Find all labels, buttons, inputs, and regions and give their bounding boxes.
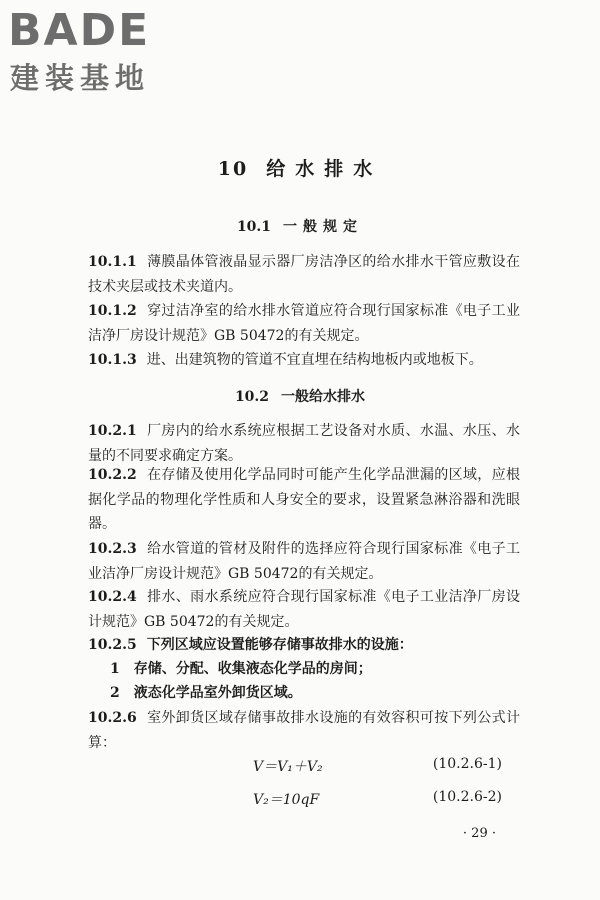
section-number: 10.1 <box>236 219 272 235</box>
clause-10-2-2 <box>88 463 520 537</box>
clause-10-2-1 <box>88 419 520 468</box>
clause-number: 10.2.4 <box>88 589 137 605</box>
clause-text: 下列区域应设置能够存储事故排水的设施： <box>146 637 413 653</box>
clause-10-2-5 <box>88 633 520 658</box>
list-item-index: 2 <box>110 685 120 701</box>
clause-number: 10.2.5 <box>88 637 137 653</box>
clause-number: 10.1.3 <box>88 352 137 368</box>
section-heading-10-1 <box>0 216 600 236</box>
clause-text: 排水、雨水系统应符合现行国家标准《电子工业洁净厂房设计规范》GB 50472的有关规定。 <box>88 589 520 630</box>
list-item-text: 存储、分配、收集液态化学品的房间； <box>133 661 372 677</box>
page-number: · 29 · <box>462 826 496 841</box>
logo-wordmark: BADE <box>8 5 151 56</box>
clause-10-2-6 <box>88 706 520 755</box>
formula-1: V＝V₁＋V₂ <box>253 759 323 775</box>
clause-10-2-4 <box>88 585 520 634</box>
logo-subtitle: 建装基地 <box>10 61 151 95</box>
clause-text: 厂房内的给水系统应根据工艺设备对水质、水温、水压、水量的不同要求确定方案。 <box>88 423 520 464</box>
chapter-title-text: 给水排水 <box>266 158 383 180</box>
clause-text: 室外卸货区域存储事故排水设施的有效容积可按下列公式计算： <box>88 710 520 751</box>
bade-logo <box>8 6 188 102</box>
formula-2-label: (10.2.6-2) <box>432 789 502 805</box>
chapter-number: 10 <box>217 158 249 180</box>
clause-10-1-1 <box>88 250 520 299</box>
clause-number: 10.2.6 <box>88 710 137 726</box>
list-item-text: 液态化学品室外卸货区域。 <box>133 685 302 701</box>
clause-10-1-3 <box>88 348 520 373</box>
clause-text: 在存储及使用化学品同时可能产生化学品泄漏的区域，应根据化学品的物理化学性质和人身安全的要求，设置紧急淋浴器和洗眼器。 <box>88 467 520 532</box>
section-title: 一般给水排水 <box>281 389 366 405</box>
list-item <box>110 681 520 706</box>
formula-2: V₂＝10qF <box>253 792 320 808</box>
list-item <box>110 657 520 682</box>
clause-number: 10.2.3 <box>88 541 137 557</box>
clause-number: 10.2.2 <box>88 467 137 483</box>
clause-number: 10.1.2 <box>88 303 137 319</box>
clause-number: 10.2.1 <box>88 423 137 439</box>
clause-10-2-3 <box>88 537 520 586</box>
formula-1-label: (10.2.6-1) <box>432 756 502 772</box>
list-item-index: 1 <box>110 661 120 677</box>
clause-text: 给水管道的管材及附件的选择应符合现行国家标准《电子工业洁净厂房设计规范》GB 50472的有关规定。 <box>88 541 520 582</box>
clause-text: 薄膜晶体管液晶显示器厂房洁净区的给水排水干管应敷设在技术夹层或技术夹道内。 <box>88 254 520 295</box>
clause-text: 穿过洁净室的给水排水管道应符合现行国家标准《电子工业洁净厂房设计规范》GB 50472的有关规定。 <box>88 303 520 344</box>
clause-10-1-2 <box>88 299 520 348</box>
clause-number: 10.1.1 <box>88 254 137 270</box>
section-number: 10.2 <box>234 389 270 405</box>
clause-text: 进、出建筑物的管道不宜直埋在结构地板内或地板下。 <box>146 352 483 368</box>
chapter-title <box>0 154 600 181</box>
section-title: 一般规定 <box>283 219 364 235</box>
section-heading-10-2 <box>0 386 600 406</box>
